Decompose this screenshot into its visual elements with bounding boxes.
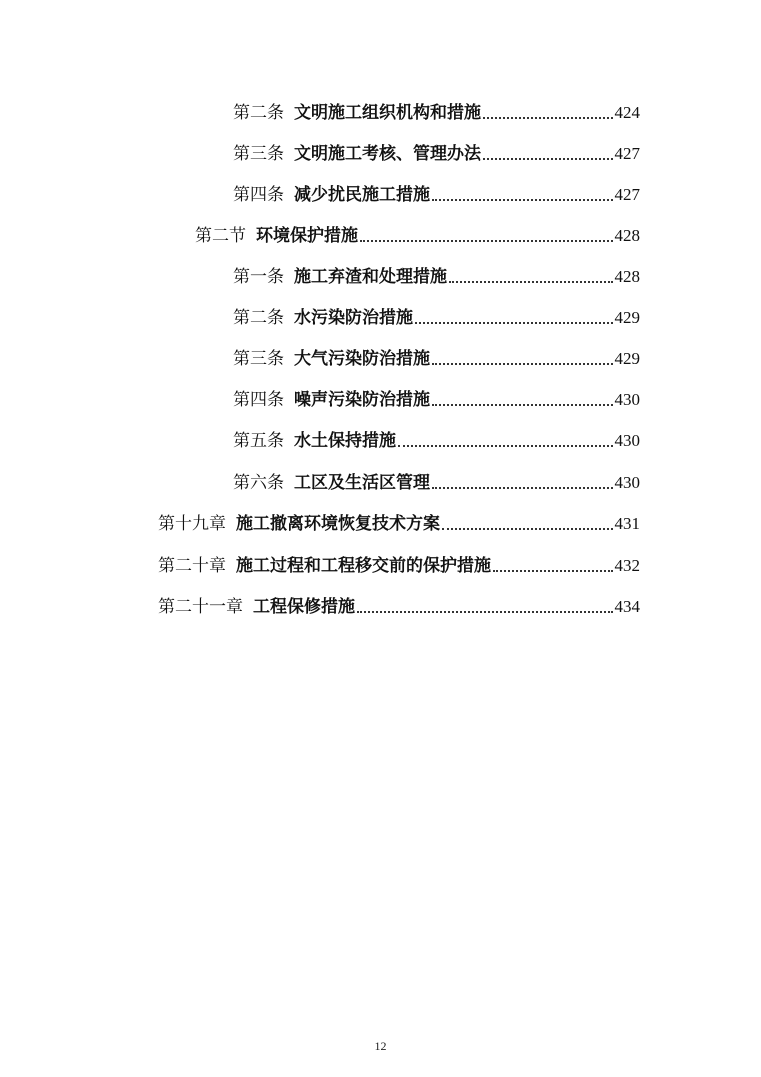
toc-entry[interactable] bbox=[158, 505, 640, 535]
toc-entry-number: 第一条 bbox=[233, 267, 284, 287]
toc-entry-title: 水土保持措施 bbox=[294, 431, 396, 451]
toc-entry[interactable] bbox=[233, 176, 640, 206]
toc-entry-title: 噪声污染防治措施 bbox=[294, 390, 430, 410]
toc-entry-page: 434 bbox=[614, 597, 640, 616]
dot-leader bbox=[415, 322, 613, 324]
toc-entry-number: 第二十一章 bbox=[158, 597, 243, 617]
toc-entry-page: 430 bbox=[614, 390, 640, 409]
toc-entry[interactable] bbox=[233, 258, 640, 288]
toc-entry[interactable] bbox=[233, 135, 640, 165]
toc-entry-number: 第五条 bbox=[233, 431, 284, 451]
dot-leader bbox=[483, 158, 613, 160]
toc-entry-page: 428 bbox=[614, 226, 640, 245]
toc-entry-number: 第十九章 bbox=[158, 514, 226, 534]
dot-leader bbox=[449, 281, 613, 283]
dot-leader bbox=[493, 570, 613, 572]
toc-entry-page: 427 bbox=[614, 185, 640, 204]
toc-entry[interactable] bbox=[233, 381, 640, 411]
toc-entry-title: 环境保护措施 bbox=[256, 226, 358, 246]
page-number: 12 bbox=[374, 1039, 387, 1053]
toc-entry-page: 427 bbox=[614, 144, 640, 163]
toc-entry[interactable] bbox=[233, 464, 640, 494]
toc-entry[interactable] bbox=[233, 299, 640, 329]
toc-entry-number: 第三条 bbox=[233, 144, 284, 164]
toc-entry-title: 施工撤离环境恢复技术方案 bbox=[236, 514, 440, 534]
toc-entry-number: 第二十章 bbox=[158, 556, 226, 576]
toc-entry-page: 430 bbox=[614, 473, 640, 492]
dot-leader bbox=[432, 487, 613, 489]
toc-entry-number: 第六条 bbox=[233, 473, 284, 493]
toc-entry[interactable] bbox=[233, 422, 640, 452]
toc-entry-number: 第二条 bbox=[233, 308, 284, 328]
toc-entry[interactable] bbox=[158, 588, 640, 618]
toc-entry[interactable] bbox=[233, 340, 640, 370]
toc-entry[interactable] bbox=[233, 94, 640, 124]
toc-entry-number: 第四条 bbox=[233, 390, 284, 410]
dot-leader bbox=[357, 611, 613, 613]
toc-entry-page: 431 bbox=[614, 514, 640, 533]
dot-leader bbox=[432, 404, 613, 406]
toc-entry-title: 施工过程和工程移交前的保护措施 bbox=[236, 556, 491, 576]
toc-entry-title: 施工弃渣和处理措施 bbox=[294, 267, 447, 287]
toc-entry[interactable] bbox=[158, 547, 640, 577]
dot-leader bbox=[483, 117, 613, 119]
toc-entry-page: 429 bbox=[614, 308, 640, 327]
toc-entry-title: 工区及生活区管理 bbox=[294, 473, 430, 493]
dot-leader bbox=[432, 363, 613, 365]
dot-leader bbox=[442, 528, 613, 530]
toc-entry-title: 工程保修措施 bbox=[253, 597, 355, 617]
toc-entry-number: 第二条 bbox=[233, 103, 284, 123]
toc-entry-title: 文明施工组织机构和措施 bbox=[294, 103, 481, 123]
toc-entry-number: 第三条 bbox=[233, 349, 284, 369]
toc-entry-page: 424 bbox=[614, 103, 640, 122]
dot-leader bbox=[432, 199, 613, 201]
toc-entry-page: 428 bbox=[614, 267, 640, 286]
toc-entry-title: 大气污染防治措施 bbox=[294, 349, 430, 369]
toc-entry-page: 429 bbox=[614, 349, 640, 368]
toc-entry-page: 430 bbox=[614, 431, 640, 450]
toc-entry[interactable] bbox=[195, 217, 640, 247]
toc-entry-page: 432 bbox=[614, 556, 640, 575]
toc-entry-title: 减少扰民施工措施 bbox=[294, 185, 430, 205]
toc-entry-title: 文明施工考核、管理办法 bbox=[294, 144, 481, 164]
dot-leader bbox=[360, 240, 613, 242]
dot-leader bbox=[398, 445, 613, 447]
toc-entry-title: 水污染防治措施 bbox=[294, 308, 413, 328]
toc-entry-number: 第二节 bbox=[195, 226, 246, 246]
toc-entry-number: 第四条 bbox=[233, 185, 284, 205]
